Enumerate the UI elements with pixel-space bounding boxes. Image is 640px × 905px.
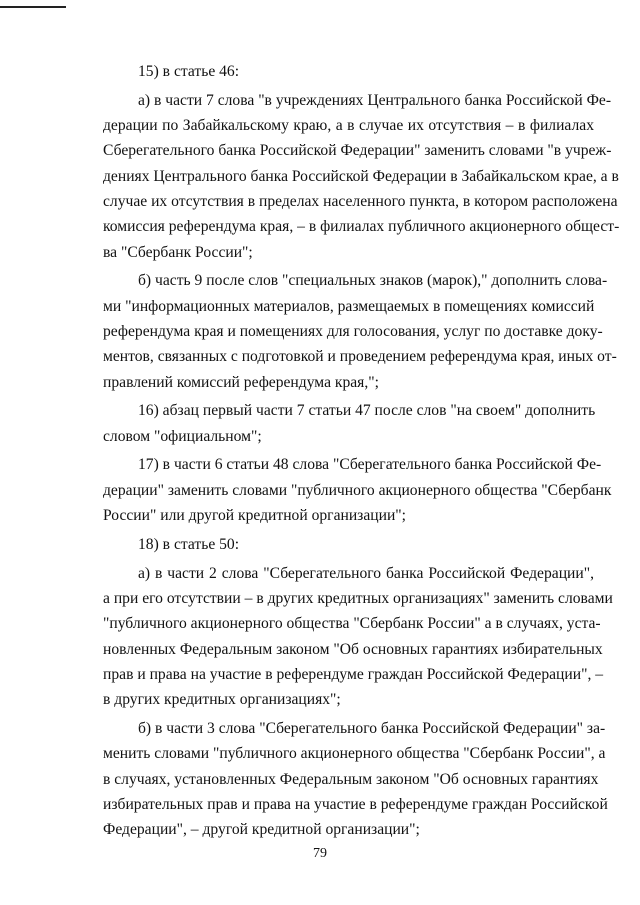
paragraph <box>103 398 594 449</box>
text-line: дерации" заменить словами "публичного акционерного общества "Сбербанк <box>103 481 612 499</box>
paragraph <box>103 88 620 265</box>
document-body <box>103 59 620 846</box>
text-line: правлений комиссий референдума края,"; <box>103 373 379 391</box>
text-line: комиссия референдума края, – в филиалах публичного акционерного общест- <box>103 218 620 236</box>
text-line: 17) в части 6 статьи 48 слова "Сберегательного банка Российской Фе- <box>138 456 602 474</box>
top-rule <box>0 6 66 8</box>
paragraph <box>103 268 617 394</box>
text-line: России" или другой кредитной организации"; <box>103 507 406 525</box>
text-line: Сберегательного банка Российской Федерации" заменить словами "в учреж- <box>103 142 612 160</box>
text-line: в случаях, установленных Федеральным законом "Об основных гарантиях <box>103 770 599 788</box>
text-line: референдума края и помещениях для голосования, услуг по доставке доку- <box>103 322 603 340</box>
paragraph <box>103 59 594 84</box>
text-line: а при его отсутствии – в других кредитных организациях" заменить словами <box>103 589 613 607</box>
text-line: 15) в статье 46: <box>138 63 240 80</box>
text-line: ми "информационных материалов, размещаемых в помещениях комиссий <box>103 297 595 315</box>
text-line: избирательных прав и права на участие в референдуме граждан Российской <box>103 795 608 813</box>
page-number: 79 <box>313 846 327 861</box>
text-line: "публичного акционерного общества "Сбербанк России" а в случаях, уста- <box>103 615 601 633</box>
text-line: б) в части 3 слова "Сберегательного банка Российской Федерации" за- <box>138 719 606 737</box>
text-line: в других кредитных организациях"; <box>103 691 341 709</box>
text-line: менить словами "публичного акционерного общества "Сбербанк России", а <box>103 745 606 763</box>
text-line: ментов, связанных с подготовкой и проведением референдума края, иных от- <box>103 348 617 366</box>
paragraph <box>103 452 612 528</box>
text-line: прав и права на участие в референдуме граждан Российской Федерации", – <box>103 665 604 683</box>
text-line: а) в части 2 слова "Сберегательного банка Российской Федерации", <box>138 564 594 582</box>
text-line: а) в части 7 слова "в учреждениях Центрального банка Российской Фе- <box>138 91 612 109</box>
text-line: ва "Сбербанк России"; <box>103 243 253 261</box>
text-line: словом "официальном"; <box>103 427 262 445</box>
text-line: 16) абзац первый части 7 статьи 47 после слов "на своем" дополнить <box>138 402 596 420</box>
text-line: дениях Центрального банка Российской Федерации в Забайкальском крае, а в <box>103 167 619 185</box>
text-line: Федерации", – другой кредитной организации"; <box>103 821 420 839</box>
text-line: 18) в статье 50: <box>138 535 240 553</box>
text-line: б) часть 9 после слов "специальных знаков (марок)," дополнить слова- <box>138 272 608 290</box>
text-line: новленных Федеральным законом "Об основных гарантиях избирательных <box>103 640 603 658</box>
paragraph <box>103 716 608 842</box>
text-line: случае их отсутствия в пределах населенного пункта, в котором расположена <box>103 192 618 210</box>
paragraph <box>103 532 594 557</box>
text-line: дерации по Забайкальскому краю, а в случае их отсутствия – в филиалах <box>103 117 594 135</box>
paragraph <box>103 561 613 713</box>
